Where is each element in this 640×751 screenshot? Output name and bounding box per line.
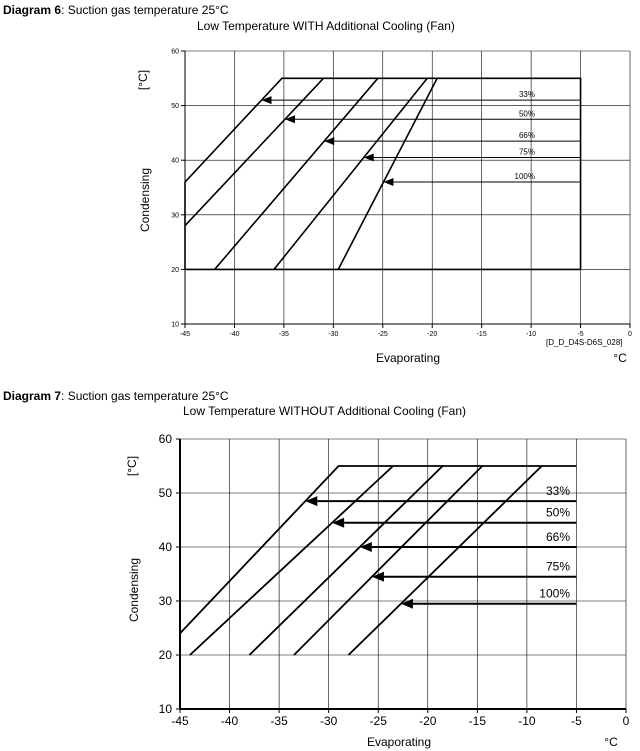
x-tick-label: -45 bbox=[171, 714, 189, 728]
x-tick-label: -25 bbox=[369, 714, 387, 728]
y-axis-title: Condensing bbox=[138, 167, 152, 233]
y-tick-label: 20 bbox=[158, 648, 172, 663]
x-tick-label: -15 bbox=[468, 714, 487, 728]
y-tick-label: 50 bbox=[158, 486, 172, 501]
series-label: 100% bbox=[514, 172, 535, 182]
diagram-7-caption-text: : Suction gas temperature 25°C bbox=[61, 389, 229, 403]
diagram-7-label: Diagram 7 bbox=[3, 389, 62, 403]
y-tick-label: 50 bbox=[171, 103, 179, 111]
x-tick-label: 0 bbox=[628, 331, 632, 338]
y-tick-label: 40 bbox=[158, 540, 172, 555]
diagram-7-subtitle: Low Temperature WITHOUT Additional Cooling (Fan) bbox=[183, 404, 467, 418]
capacity-line bbox=[190, 466, 393, 655]
series-label: 33% bbox=[518, 90, 535, 100]
x-tick-label: -20 bbox=[419, 714, 437, 728]
y-tick-label: 30 bbox=[171, 212, 179, 220]
y-tick-label: 30 bbox=[158, 594, 172, 609]
series-label: 33% bbox=[545, 484, 570, 499]
y-axis-title: Condensing bbox=[127, 557, 141, 623]
diagram-6-caption-text: : Suction gas temperature 25°C bbox=[61, 3, 229, 17]
x-tick-label: -30 bbox=[328, 331, 339, 338]
diagram-6-subtitle: Low Temperature WITH Additional Cooling (Fan) bbox=[197, 19, 455, 33]
diagram-6-reference-code: [D_D_D4S-D6S_028] bbox=[546, 338, 623, 347]
x-tick-label: -45 bbox=[179, 331, 191, 338]
y-tick-label: 20 bbox=[171, 266, 179, 274]
x-tick-label: -5 bbox=[577, 331, 584, 338]
diagram-6-label: Diagram 6 bbox=[3, 3, 62, 17]
y-axis-unit: [°C] bbox=[125, 455, 139, 477]
x-tick-label: -25 bbox=[377, 331, 388, 338]
capacity-line bbox=[348, 466, 541, 655]
y-tick-label: 10 bbox=[158, 702, 172, 717]
series-label: 66% bbox=[518, 131, 535, 141]
x-tick-label: 0 bbox=[622, 714, 630, 728]
x-axis-title: Evaporating bbox=[366, 735, 432, 749]
x-axis-unit: °C bbox=[604, 735, 618, 749]
capacity-line bbox=[249, 466, 442, 655]
leader-arrow bbox=[305, 496, 317, 506]
x-tick-label: -20 bbox=[427, 331, 438, 338]
x-tick-label: -15 bbox=[476, 331, 487, 338]
x-tick-label: -40 bbox=[229, 331, 240, 338]
x-tick-label: -40 bbox=[220, 714, 239, 728]
series-label: 75% bbox=[518, 147, 535, 157]
series-label: 50% bbox=[545, 505, 570, 520]
x-tick-label: -35 bbox=[270, 714, 288, 728]
series-label: 66% bbox=[545, 530, 570, 544]
x-axis-title: Evaporating bbox=[375, 351, 441, 365]
series-label: 100% bbox=[539, 586, 570, 601]
y-tick-label: 10 bbox=[171, 321, 179, 329]
y-tick-label: 60 bbox=[158, 432, 172, 447]
leader-arrow bbox=[332, 518, 344, 528]
y-tick-label: 40 bbox=[171, 157, 179, 165]
x-tick-label: -5 bbox=[571, 714, 582, 728]
x-tick-label: -30 bbox=[319, 714, 338, 728]
leader-arrow bbox=[360, 542, 372, 552]
x-tick-label: -10 bbox=[518, 714, 536, 728]
capacity-line bbox=[294, 466, 482, 655]
x-axis-unit: °C bbox=[613, 351, 627, 365]
x-tick-label: -10 bbox=[526, 331, 537, 338]
series-label: 50% bbox=[518, 109, 535, 119]
x-tick-label: -35 bbox=[278, 331, 289, 338]
leader-arrow bbox=[401, 599, 413, 609]
y-tick-label: 60 bbox=[171, 48, 179, 56]
y-axis-unit: [°C] bbox=[136, 69, 150, 91]
series-label: 75% bbox=[545, 559, 570, 574]
